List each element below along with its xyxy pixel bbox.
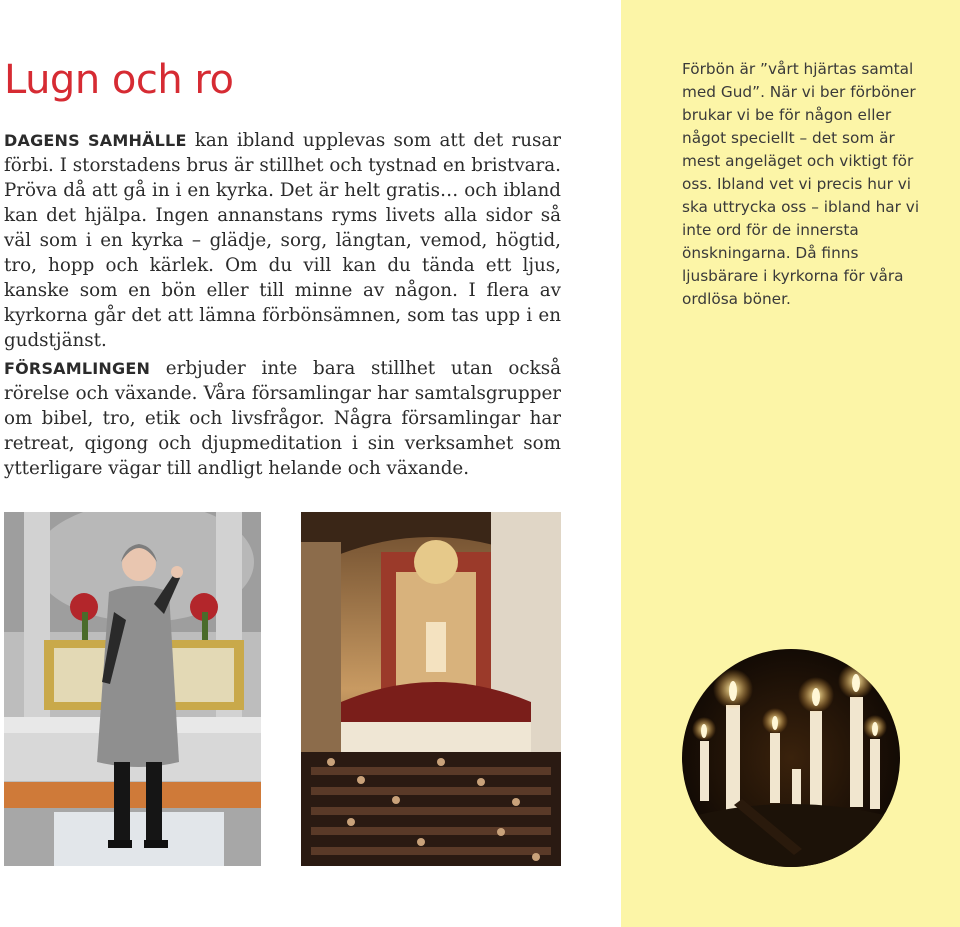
candles-photo — [682, 649, 900, 867]
parish-lead: FÖRSAMLINGEN — [4, 359, 151, 378]
intro-lead: DAGENS SAMHÄLLE — [4, 131, 187, 150]
church-interior-illustration — [301, 512, 561, 866]
qigong-illustration — [4, 512, 261, 866]
intro-paragraph — [4, 128, 561, 353]
sidebar-text: Förbön är ”vårt hjärtas samtal med Gud”. När vi ber förböner brukar vi be för någon eller något speciellt – det som är mest angeläget och viktigt för oss. Ibland vet vi precis hur vi ska uttrycka oss – ibland har vi inte ord för de innersta önskningarna. Då finns ljusbärare i kyrkorna för våra ordlösa böner. — [682, 60, 920, 308]
church-interior-photo — [301, 512, 561, 866]
parish-paragraph — [4, 356, 561, 481]
candles-illustration — [682, 649, 900, 867]
page-title: Lugn och ro — [4, 57, 234, 103]
intro-text: kan ibland upplevas som att det rusar förbi. I storstadens brus är stillhet och tystnad en bristvara. Pröva då att gå in i en kyrka. Det är helt gratis… och ibland kan det hjälpa. Ingen annanstans ryms livets alla sidor så väl som i en kyrka – glädje, sorg, längtan, vemod, högtid, tro, hopp och kärlek. Om du vill kan du tända ett ljus, kanske som en bön eller till minne av någon. I flera av kyrkorna går det att lämna förbönsämnen, som tas upp i en gudstjänst. — [4, 130, 561, 351]
parish-text: erbjuder inte bara stillhet utan också rörelse och växande. Våra församlingar har samtalsgrupper om bibel, tro, etik och livsfrågor. Några församlingar har retreat, qigong och djupmeditation i sin verksamhet som ytterligare vägar till andligt helande och växande. — [4, 358, 561, 479]
qigong-photo — [4, 512, 261, 866]
